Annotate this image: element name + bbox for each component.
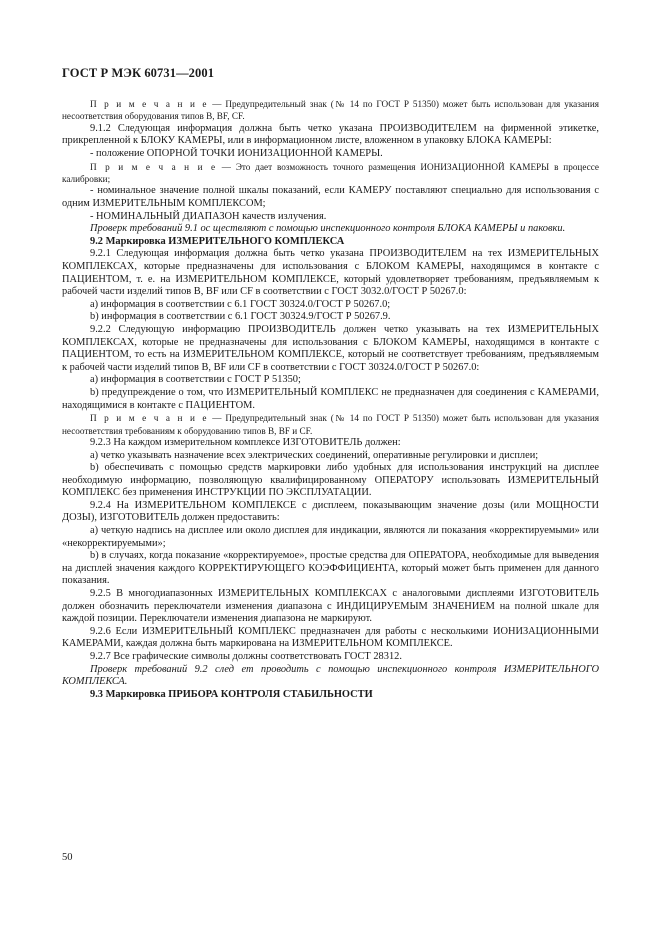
document-body (62, 98, 599, 701)
section-heading-9-2: 9.2 Маркировка ИЗМЕРИТЕЛЬНОГО КОМПЛЕКСА (90, 235, 345, 247)
paragraph-9-2-5: 9.2.5 В многодиапазонных ИЗМЕРИТЕЛЬНЫХ КОМПЛЕКСАХ с аналоговыми дисплеями ИЗГОТОВИТЕЛЬ должен обозначить переключатели изменения диапазона с ИНДИЦИРУЕМЫМ ЗНАЧЕНИЕМ на полной шкале для каждой позиции. Переключатели изменения диапазона не маркируют. (62, 588, 599, 625)
list-item: a) четкую надпись на дисплее или около дисплея для индикации, являются ли показания «корректируемыми» или «некорректируемыми»; (62, 525, 599, 549)
document-header: ГОСТ Р МЭК 60731—2001 (62, 66, 215, 80)
list-item: - номинальное значение полной шкалы показаний, если КАМЕРУ поставляют специально для использования с одним ИЗМЕРИТЕЛЬНЫМ КОМПЛЕКСОМ; (62, 185, 599, 209)
check-statement-9-2: Проверк требований 9.2 след ет проводить с помощью инспекционного контроля ИЗМЕРИТЕЛЬНОГО КОМПЛЕКСА. (62, 663, 599, 688)
note-3 (62, 412, 599, 437)
list-item: - НОМИНАЛЬНЫЙ ДИАПАЗОН качеств излучения. (90, 210, 327, 222)
list-item: b) в случаях, когда показание «корректируемое», простые средства для ОПЕРАТОРА, необходимые для выведения на дисплей значения каждого КОРРЕКТИРУЮЩЕГО КОЭФФИЦИЕНТА, который может быть применен для данного показания. (62, 550, 599, 587)
note-2 (62, 161, 599, 186)
note-label: П р и м е ч а н и е (90, 161, 217, 172)
note-1 (62, 98, 599, 123)
list-item: a) информация в соответствии с 6.1 ГОСТ 30324.0/ГОСТ Р 50267.0; (90, 298, 391, 310)
paragraph-9-2-4: 9.2.4 На ИЗМЕРИТЕЛЬНОМ КОМПЛЕКСЕ с дисплеем, показывающим значение дозы (или МОЩНОСТИ ДОЗЫ), ИЗГОТОВИТЕЛЬ должен предоставить: (62, 499, 599, 524)
paragraph-9-2-6: 9.2.6 Если ИЗМЕРИТЕЛЬНЫЙ КОМПЛЕКС предназначен для работы с несколькими ИОНИЗАЦИОННЫМИ КАМЕРАМИ, каждая должна быть маркирована на ИЗМЕРИТЕЛЬНОМ КОМПЛЕКСЕ. (62, 625, 599, 650)
paragraph-9-1-2: 9.1.2 Следующая информация должна быть четко указана ПРОИЗВОДИТЕЛЕМ на фирменной этикетке, прикрепленной к БЛОКУ КАМЕРЫ, или в информационном листе, вложенном в упаковку БЛОКА КАМЕРЫ: (62, 122, 599, 147)
list-item: b) информация в соответствии с 6.1 ГОСТ 30324.9/ГОСТ Р 50267.9. (90, 311, 391, 323)
note-text: — Предупредительный знак (№ 14 по ГОСТ Р 51350) может быть использован для указания несоответствия требованиям к оборудованию типов B, BF и CF. (62, 413, 599, 436)
note-text: — Предупредительный знак (№ 14 по ГОСТ Р 51350) может быть использован для указания несоответствия оборудования типов B, BF, CF. (62, 99, 599, 122)
page-number: 50 (62, 852, 73, 863)
note-text: — Это дает возможность точного размещения ИОНИЗАЦИОННОЙ КАМЕРЫ в процессе калибровки; (62, 161, 599, 184)
list-item: b) предупреждение о том, что ИЗМЕРИТЕЛЬНЫЙ КОМПЛЕКС не предназначен для соединения с КАМЕРАМИ, находящимися в контакте с ПАЦИЕНТОМ. (62, 386, 599, 411)
list-item: - положение ОПОРНОЙ ТОЧКИ ИОНИЗАЦИОННОЙ КАМЕРЫ. (90, 148, 383, 159)
list-item: b) обеспечивать с помощью средств маркировки либо удобных для использования инструкций на дисплее необходимую информацию, позволяющую квалифицированному ОПЕРАТОРУ использовать ИЗМЕРИТЕЛЬНЫЙ КОМПЛЕКС без применения ИНСТРУКЦИИ ПО ЭКСПЛУАТАЦИИ. (62, 462, 599, 499)
note-label: П р и м е ч а н и е (90, 413, 209, 424)
check-statement-9-1: Проверк требований 9.1 ос ществляют с помощью инспекционного контроля БЛОКА КАМЕРЫ и паковки. (90, 223, 566, 235)
paragraph-9-2-2: 9.2.2 Следующую информацию ПРОИЗВОДИТЕЛЬ должен четко указывать на тех ИЗМЕРИТЕЛЬНЫХ КОМПЛЕКСАХ, которые не предназначены для использования с БЛОКОМ КАМЕРЫ, находящимся в контакте с ПАЦИЕНТОМ, то есть на ИЗМЕРИТЕЛЬНОМ КОМПЛЕКСЕ, который не соответствует требованиям, предъявляемым к рабочей части изделий типов B, BF или CF в соответствии с ГОСТ 30324.0/ГОСТ Р 50267.0: (62, 323, 599, 373)
paragraph-9-2-7: 9.2.7 Все графические символы должны соответствовать ГОСТ 28312. (90, 651, 402, 662)
paragraph-9-2-1: 9.2.1 Следующая информация должна быть четко указана ПРОИЗВОДИТЕЛЕМ на тех ИЗМЕРИТЕЛЬНЫХ КОМПЛЕКСАХ, которые предназначены для использования с БЛОКОМ КАМЕРЫ, находящимся в контакте с ПАЦИЕНТОМ, т. е. на ИЗМЕРИТЕЛЬНОМ КОМПЛЕКСЕ, который удовлетворяет требованиям, предъявляемым к рабочей части изделий типов B, BF или CF в соответствии с ГОСТ 3032.0/ГОСТ Р 50267.0: (62, 248, 599, 298)
note-label: П р и м е ч а н и е (90, 99, 209, 109)
section-heading-9-3: 9.3 Маркировка ПРИБОРА КОНТРОЛЯ СТАБИЛЬНОСТИ (90, 688, 373, 700)
list-item: a) информация в соответствии с ГОСТ Р 51350; (90, 374, 301, 386)
paragraph-9-2-3: 9.2.3 На каждом измерительном комплексе ИЗГОТОВИТЕЛЬ должен: (90, 436, 401, 448)
list-item: a) четко указывать назначение всех электрических соединений, оперативные регулировки и дисплеи; (90, 449, 539, 461)
